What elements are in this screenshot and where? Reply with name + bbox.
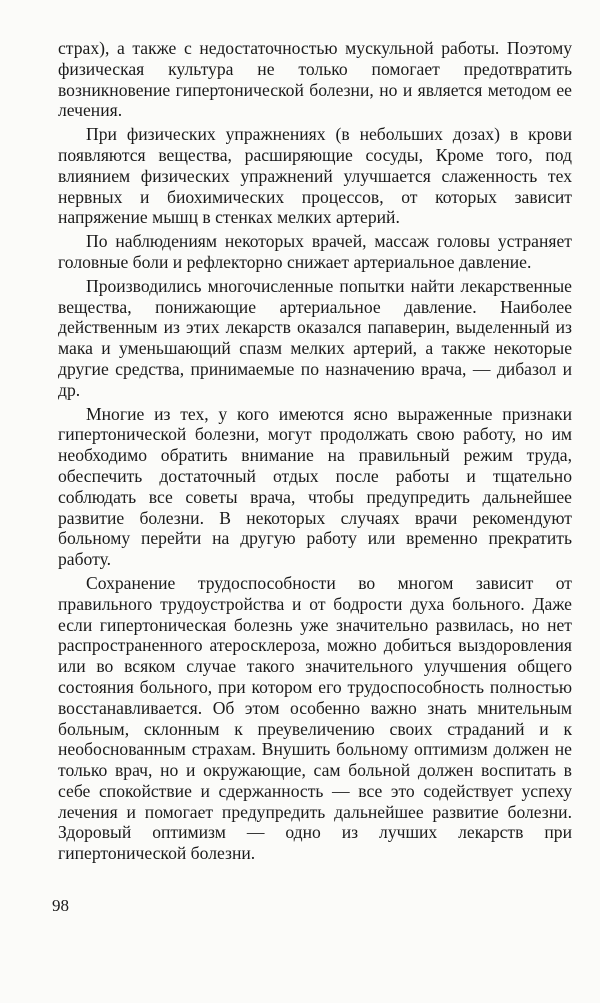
paragraph-2: При физических упражнениях (в небольших дозах) в крови появляются вещества, расширяющие сосуды, Кроме того, под влиянием физических упражнений улучшается слаженность тех нервных и биохимических процессов, от которых зависит напряжение мышц в стенках мелких артерий. bbox=[58, 124, 572, 228]
paragraph-1: страх), а также с недостаточностью мускульной работы. Поэтому физическая культура не только помогает предотвратить возникновение гипертонической болезни, но и является методом ее лечения. bbox=[58, 38, 572, 121]
paragraph-6: Сохранение трудоспособности во многом зависит от правильного трудоустройства и от бодрости духа больного. Даже если гипертоническая болезнь уже значительно развилась, но нет распространенного атеросклероза, можно добиться выздоровления или во всяком случае такого значительного улучшения общего состояния больного, при котором его трудоспособность полностью восстанавливается. Об этом особенно важно знать мнительным больным, склонным к преувеличению своих страданий и к необоснованным страхам. Внушить больному оптимизм должен не только врач, но и окружающие, сам больной должен воспитать в себе спокойствие и сдержанность — все это содействует успеху лечения и помогает предупредить дальнейшее развитие болезни. Здоровый оптимизм — одно из лучших лекарств при гипертонической болезни. bbox=[58, 572, 572, 864]
paragraph-3: По наблюдениям некоторых врачей, массаж головы устраняет головные боли и рефлекторно снижает артериальное давление. bbox=[58, 231, 572, 272]
page-number: 98 bbox=[52, 896, 69, 915]
paragraph-4: Производились многочисленные попытки найти лекарственные вещества, понижающие артериальное давление. Наиболее действенным из этих лекарств оказался папаверин, выделенный из мака и уменьшающий спазм мелких артерий, а также некоторые другие средства, принимаемые по назначению врача, — дибазол и др. bbox=[58, 275, 572, 400]
body-text bbox=[58, 38, 572, 867]
paragraph-5: Многие из тех, у кого имеются ясно выраженные признаки гипертонической болезни, могут продолжать свою работу, но им необходимо обратить внимание на правильный режим труда, обеспечить достаточный отдых после работы и тщательно соблюдать все советы врача, чтобы предупредить дальнейшее развитие болезни. В некоторых случаях врачи рекомендуют больному перейти на другую работу или временно прекратить работу. bbox=[58, 403, 572, 570]
